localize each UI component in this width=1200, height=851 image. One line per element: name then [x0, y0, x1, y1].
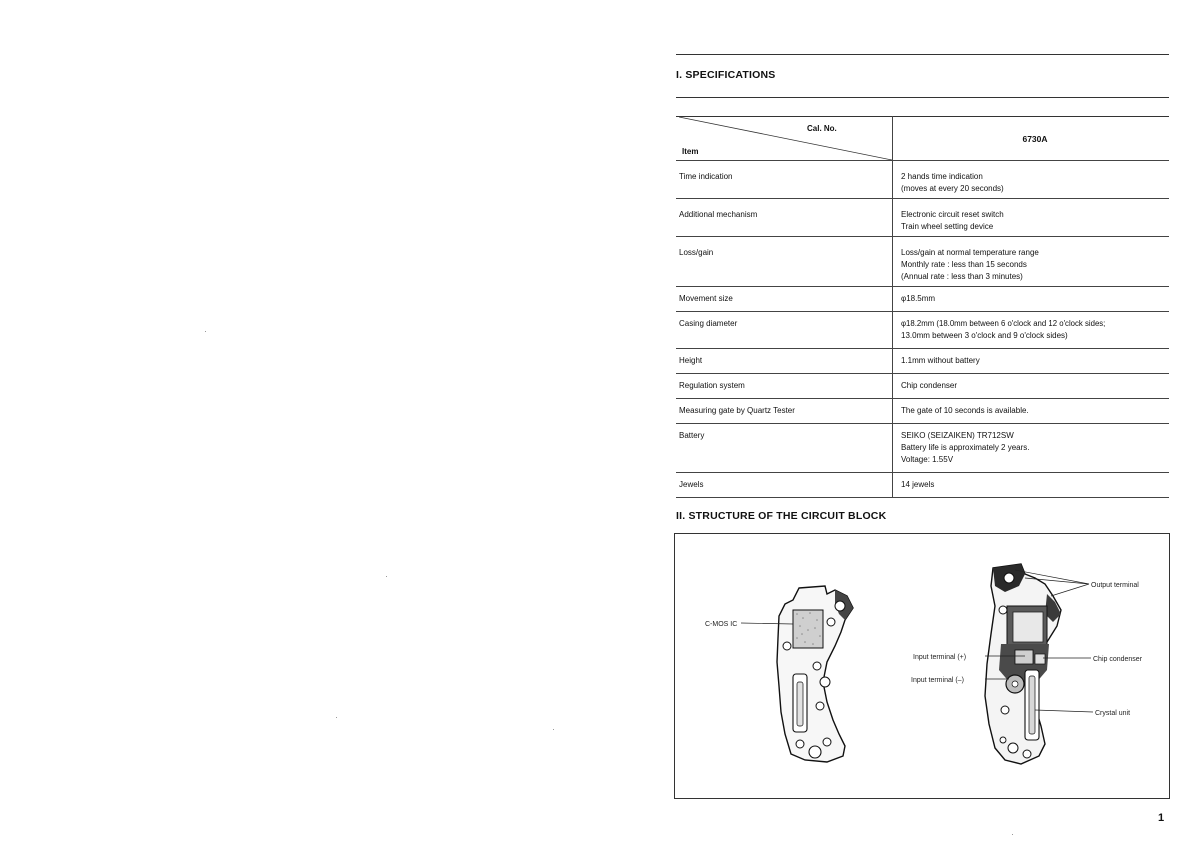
row-value-line: 14 jewels	[901, 480, 935, 489]
circuit-block-figure	[674, 533, 1170, 799]
row-item-casing-diameter: Casing diameter	[679, 319, 738, 328]
section-title-specifications: I. SPECIFICATIONS	[676, 69, 776, 81]
table-row	[676, 199, 1169, 237]
row-value-line: Voltage: 1.55V	[901, 455, 954, 464]
scan-speck	[336, 717, 337, 718]
table-row	[676, 287, 1169, 312]
section-title-circuit-block: II. STRUCTURE OF THE CIRCUIT BLOCK	[676, 510, 887, 522]
row-value-line: Electronic circuit reset switch	[901, 210, 1004, 219]
row-item-additional-mechanism: Additional mechanism	[679, 210, 758, 219]
row-value-line: (moves at every 20 seconds)	[901, 184, 1004, 193]
row-value-line: φ18.5mm	[901, 294, 936, 303]
row-value-line: Monthly rate : less than 15 seconds	[901, 260, 1027, 269]
header-diagonal-line	[679, 117, 895, 161]
scan-speck	[553, 729, 554, 730]
page-number: 1	[1158, 812, 1165, 824]
row-value-line: Chip condenser	[901, 381, 958, 390]
label-cmos-ic: C-MOS IC	[705, 621, 738, 628]
row-value-line: SEIKO (SEIZAIKEN) TR712SW	[901, 431, 1014, 440]
table-row	[676, 399, 1169, 424]
label-crystal-unit: Crystal unit	[1095, 710, 1131, 717]
scan-speck	[386, 576, 387, 577]
row-item-time-indication: Time indication	[679, 172, 733, 181]
row-value-line: The gate of 10 seconds is available.	[901, 406, 1029, 415]
row-item-measuring-gate: Measuring gate by Quartz Tester	[679, 406, 795, 415]
scan-speck	[1012, 834, 1013, 835]
row-item-battery: Battery	[679, 431, 705, 440]
table-row	[676, 374, 1169, 399]
table-row	[676, 237, 1169, 287]
table-row	[676, 349, 1169, 374]
table-row	[676, 424, 1169, 473]
table-row	[676, 312, 1169, 349]
scan-speck	[205, 331, 206, 332]
left-circuit-plate	[777, 586, 853, 762]
label-input-terminal-plus: Input terminal (+)	[913, 654, 967, 661]
row-value-line: Train wheel setting device	[901, 222, 994, 231]
title-rule	[676, 97, 1169, 98]
label-chip-condenser: Chip condenser	[1093, 656, 1143, 663]
model-number: 6730A	[893, 117, 1170, 161]
row-value-line: 13.0mm between 3 o'clock and 9 o'clock sides)	[901, 331, 1068, 340]
row-value-line: (Annual rate : less than 3 minutes)	[901, 272, 1023, 281]
header-diagonal-cell	[676, 117, 893, 161]
row-value-line: 2 hands time indication	[901, 172, 983, 181]
top-rule	[676, 54, 1169, 55]
item-label: Item	[682, 147, 699, 156]
row-item-regulation-system: Regulation system	[679, 381, 745, 390]
right-circuit-plate	[985, 564, 1061, 764]
row-item-jewels: Jewels	[679, 480, 704, 489]
row-value-line: Loss/gain at normal temperature range	[901, 248, 1039, 257]
label-output-terminal: Output terminal	[1091, 582, 1139, 589]
circuit-block-drawing	[675, 534, 1169, 798]
row-value-line: φ18.2mm (18.0mm between 6 o'clock and 12 o'clock sides;	[901, 319, 1106, 328]
label-input-terminal-minus: Input terminal (–)	[911, 677, 964, 684]
table-row	[676, 161, 1169, 199]
specifications-table	[676, 116, 1169, 498]
row-item-height: Height	[679, 356, 703, 365]
row-item-loss-gain: Loss/gain	[679, 248, 714, 257]
row-value-line: Battery life is approximately 2 years.	[901, 443, 1030, 452]
row-value-line: 1.1mm without battery	[901, 356, 980, 365]
table-header-row	[676, 117, 1169, 161]
row-item-movement-size: Movement size	[679, 294, 733, 303]
cal-no-label: Cal. No.	[807, 124, 837, 133]
table-row	[676, 473, 1169, 498]
